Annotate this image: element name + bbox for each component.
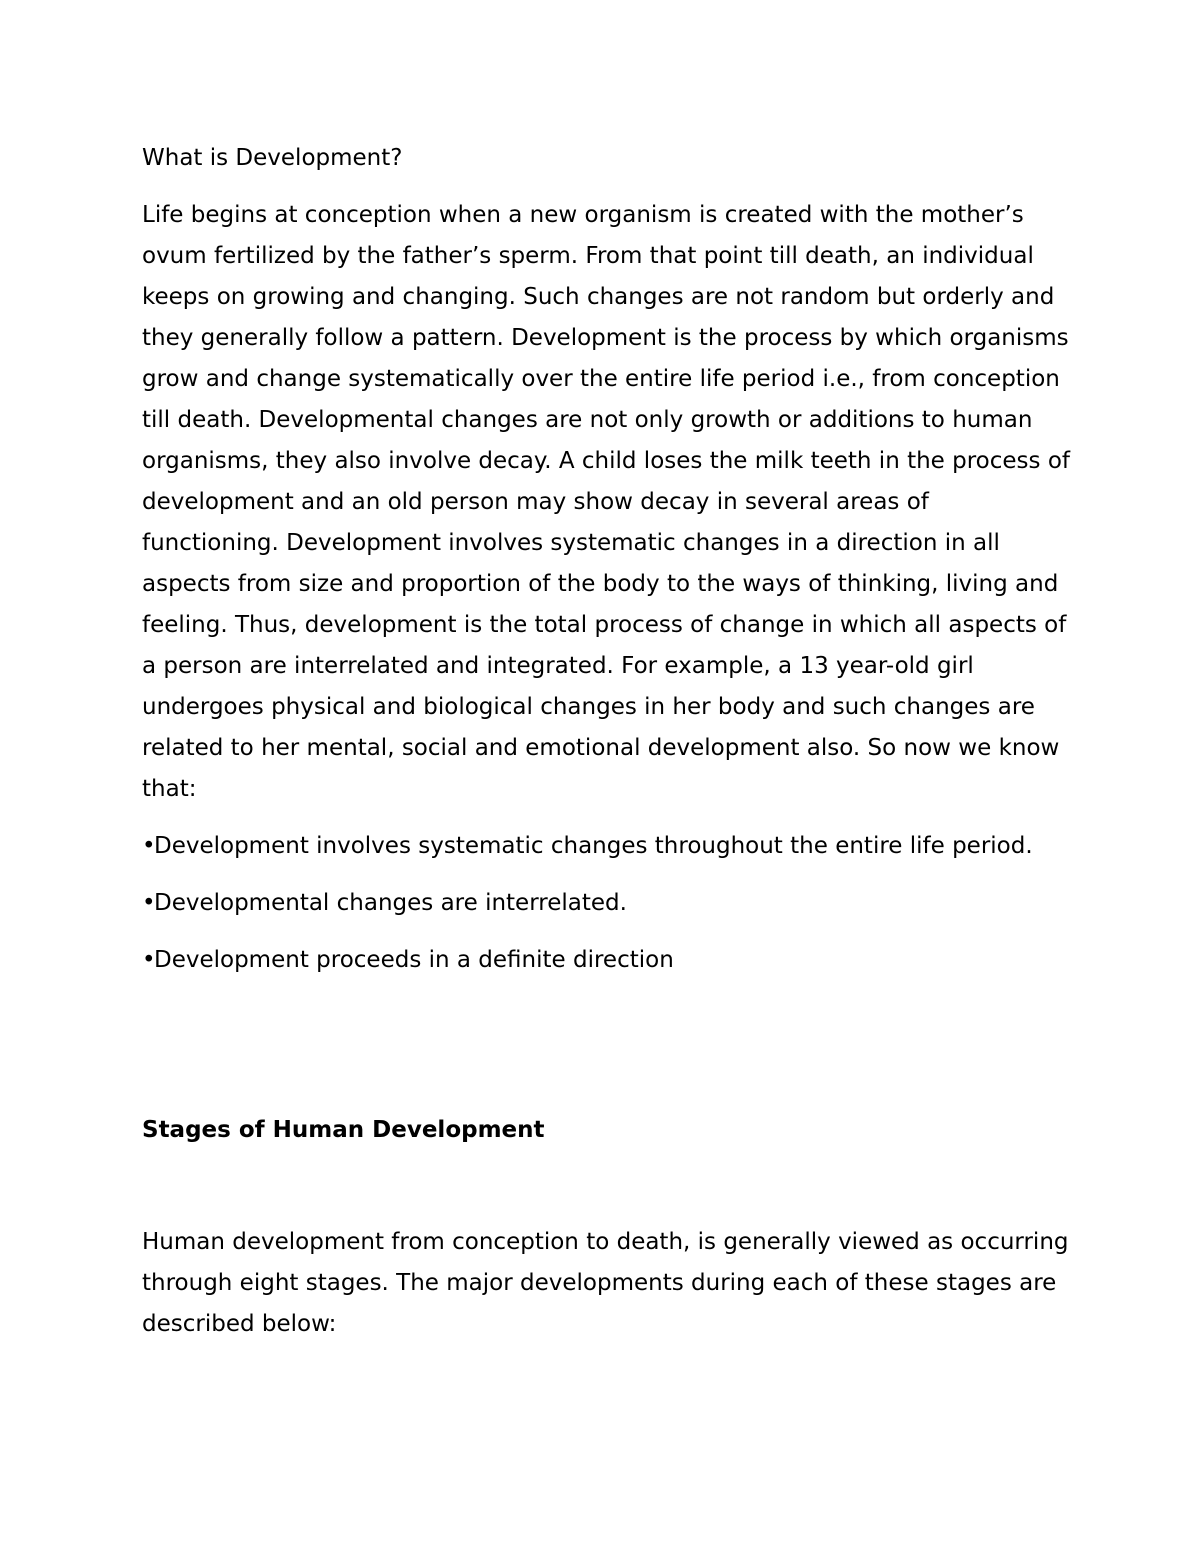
list-item [142, 940, 1072, 981]
bullet-icon: • [142, 947, 156, 973]
intro-paragraph: Life begins at conception when a new organism is created with the mother’s ovum fertilized by the father’s sperm. From that point till death, an individual keeps on growing and changing. Such changes are not random but orderly and they generally follow a pattern. Development is the process by which organisms grow and change systematically over the entire life period i.e., from conception till death. Developmental changes are not only growth or additions to human organisms, they also involve decay. A child loses the milk teeth in the process of development and an old person may show decay in several areas of functioning. Development involves systematic changes in a direction in all aspects from size and proportion of the body to the ways of thinking, living and feeling. Thus, development is the total process of change in which all aspects of a person are interrelated and integrated. For example, a 13 year-old girl undergoes physical and biological changes in her body and such changes are related to her mental, social and emotional development also. So now we know that: [142, 202, 1070, 802]
list-item [142, 883, 1072, 924]
bullet-list [142, 826, 1072, 981]
bullet-icon: • [142, 833, 156, 859]
bullet-text: Development proceeds in a definite direction [154, 947, 674, 973]
section-heading: Stages of Human Development [142, 1117, 545, 1143]
page-title: What is Development? [142, 145, 403, 171]
document-body [142, 138, 1072, 1345]
bullet-icon: • [142, 890, 156, 916]
section-paragraph: Human development from conception to death, is generally viewed as occurring through eight stages. The major developments during each of these stages are described below: [142, 1229, 1069, 1337]
bullet-text: Development involves systematic changes throughout the entire life period. [154, 833, 1033, 859]
list-item [142, 826, 1072, 867]
bullet-text: Developmental changes are interrelated. [154, 890, 627, 916]
